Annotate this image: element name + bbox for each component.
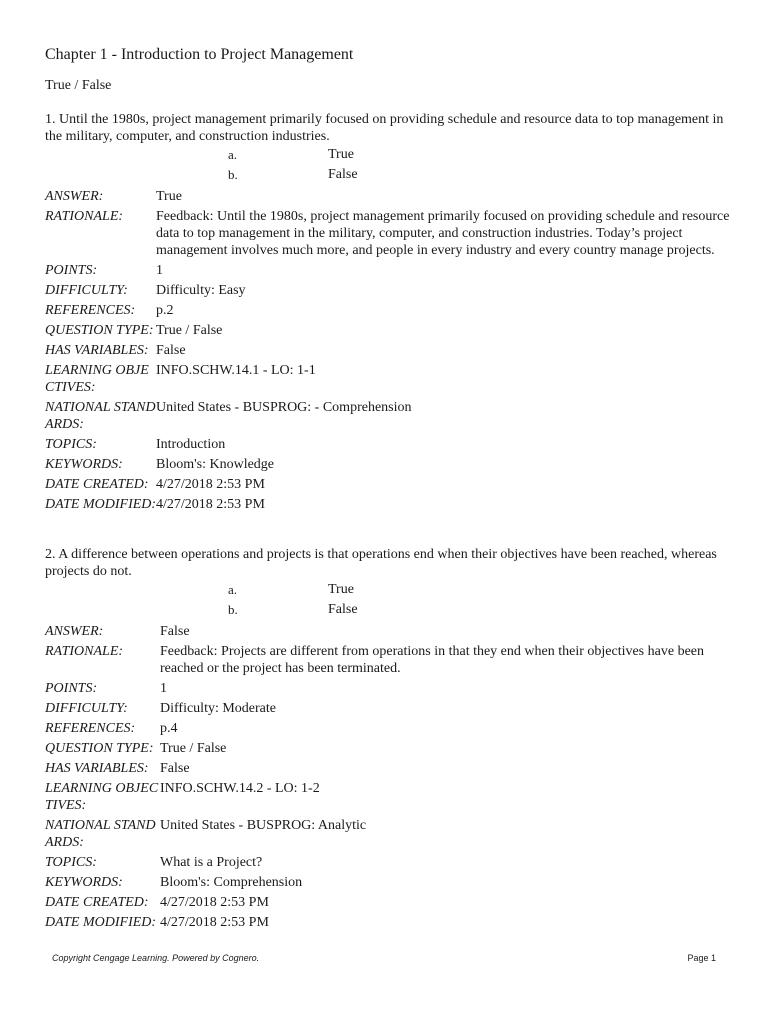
option-b bbox=[45, 165, 735, 185]
page-number: Page 1 bbox=[687, 953, 716, 963]
date-modified-row bbox=[45, 914, 735, 931]
difficulty-row bbox=[45, 700, 735, 717]
topics-value: Introduction bbox=[156, 437, 226, 452]
option-letter: b. bbox=[228, 167, 238, 182]
rationale-value: Feedback: Until the 1980s, project management primarily focused on providing schedule and resource data to top management in the military, computer, and construction industries. Today’s project management involves much more, and people in every industry and every country manage projects. bbox=[156, 209, 730, 258]
section-label: True / False bbox=[45, 78, 112, 93]
option-letter: a. bbox=[228, 147, 238, 162]
rationale-label: RATIONALE: bbox=[45, 644, 124, 659]
references-label: REFERENCES: bbox=[45, 303, 136, 318]
question-type-value: True / False bbox=[156, 323, 223, 338]
question-text: 1. Until the 1980s, project management primarily focused on providing schedule and resource data to top management in the military, computer, and construction industries. bbox=[45, 112, 724, 144]
option-text: False bbox=[328, 167, 358, 182]
answer-value: True bbox=[156, 189, 182, 204]
rationale-row bbox=[45, 643, 735, 677]
answer-row bbox=[45, 623, 735, 640]
date-created-label: DATE CREATED: bbox=[45, 477, 149, 492]
national-standards-row bbox=[45, 399, 735, 433]
option-letter: a. bbox=[228, 582, 238, 597]
option-text: False bbox=[328, 602, 358, 617]
question-type-row bbox=[45, 322, 735, 339]
option-text: True bbox=[328, 147, 354, 162]
points-row bbox=[45, 262, 735, 279]
date-modified-label: DATE MODIFIED: bbox=[45, 915, 157, 930]
keywords-row bbox=[45, 874, 735, 891]
national-standards-label: NATIONAL STANDARDS: bbox=[45, 400, 156, 432]
difficulty-label: DIFFICULTY: bbox=[45, 283, 128, 298]
has-variables-label: HAS VARIABLES: bbox=[45, 761, 149, 776]
rationale-row bbox=[45, 208, 735, 259]
question-text: 2. A difference between operations and projects is that operations end when their objectives have been reached, whereas projects do not. bbox=[45, 547, 717, 579]
learning-objectives-value: INFO.SCHW.14.2 - LO: 1-2 bbox=[160, 781, 320, 796]
date-modified-row bbox=[45, 496, 735, 513]
answer-value: False bbox=[160, 624, 190, 639]
option-text: True bbox=[328, 582, 354, 597]
question-type-value: True / False bbox=[160, 741, 227, 756]
keywords-label: KEYWORDS: bbox=[45, 875, 123, 890]
rationale-label: RATIONALE: bbox=[45, 209, 124, 224]
references-value: p.2 bbox=[156, 303, 174, 318]
answer-label: ANSWER: bbox=[45, 189, 104, 204]
topics-value: What is a Project? bbox=[160, 855, 263, 870]
references-value: p.4 bbox=[160, 721, 178, 736]
difficulty-row bbox=[45, 282, 735, 299]
national-standards-value: United States - BUSPROG: Analytic bbox=[160, 818, 367, 833]
keywords-label: KEYWORDS: bbox=[45, 457, 123, 472]
question-2 bbox=[45, 546, 735, 934]
question-type-row bbox=[45, 740, 735, 757]
difficulty-value: Difficulty: Easy bbox=[156, 283, 246, 298]
learning-objectives-label: LEARNING OBJECTIVES: bbox=[45, 781, 159, 813]
answer-row bbox=[45, 188, 735, 205]
question-type-label: QUESTION TYPE: bbox=[45, 741, 154, 756]
points-label: POINTS: bbox=[45, 263, 98, 278]
option-a bbox=[45, 145, 735, 165]
date-created-value: 4/27/2018 2:53 PM bbox=[160, 895, 269, 910]
question-metadata bbox=[45, 623, 735, 931]
date-created-row bbox=[45, 476, 735, 493]
keywords-row bbox=[45, 456, 735, 473]
date-modified-label: DATE MODIFIED: bbox=[45, 497, 157, 512]
has-variables-value: False bbox=[160, 761, 190, 776]
question-type-label: QUESTION TYPE: bbox=[45, 323, 154, 338]
national-standards-row bbox=[45, 817, 735, 851]
has-variables-value: False bbox=[156, 343, 186, 358]
date-created-label: DATE CREATED: bbox=[45, 895, 149, 910]
answer-label: ANSWER: bbox=[45, 624, 104, 639]
chapter-title: Chapter 1 - Introduction to Project Management bbox=[45, 46, 354, 63]
national-standards-value: United States - BUSPROG: - Comprehension bbox=[156, 400, 412, 415]
points-row bbox=[45, 680, 735, 697]
points-label: POINTS: bbox=[45, 681, 98, 696]
difficulty-label: DIFFICULTY: bbox=[45, 701, 128, 716]
keywords-value: Bloom's: Knowledge bbox=[156, 457, 275, 472]
topics-label: TOPICS: bbox=[45, 437, 97, 452]
has-variables-row bbox=[45, 342, 735, 359]
date-modified-value: 4/27/2018 2:53 PM bbox=[156, 497, 265, 512]
option-b bbox=[45, 600, 735, 620]
date-created-row bbox=[45, 894, 735, 911]
points-value: 1 bbox=[160, 681, 167, 696]
option-letter: b. bbox=[228, 602, 238, 617]
rationale-value: Feedback: Projects are different from operations in that they end when their objectives have been reached or the project has been terminated. bbox=[160, 644, 704, 676]
difficulty-value: Difficulty: Moderate bbox=[160, 701, 276, 716]
copyright-text: Copyright Cengage Learning. Powered by Cognero. bbox=[52, 953, 260, 963]
topics-label: TOPICS: bbox=[45, 855, 97, 870]
national-standards-label: NATIONAL STANDARDS: bbox=[45, 818, 156, 850]
has-variables-label: HAS VARIABLES: bbox=[45, 343, 149, 358]
option-a bbox=[45, 580, 735, 600]
topics-row bbox=[45, 436, 735, 453]
date-modified-value: 4/27/2018 2:53 PM bbox=[160, 915, 269, 930]
references-label: REFERENCES: bbox=[45, 721, 136, 736]
date-created-value: 4/27/2018 2:53 PM bbox=[156, 477, 265, 492]
points-value: 1 bbox=[156, 263, 163, 278]
keywords-value: Bloom's: Comprehension bbox=[160, 875, 303, 890]
learning-objectives-label: LEARNING OBJECTIVES: bbox=[45, 363, 149, 395]
references-row bbox=[45, 720, 735, 737]
learning-objectives-value: INFO.SCHW.14.1 - LO: 1-1 bbox=[156, 363, 316, 378]
topics-row bbox=[45, 854, 735, 871]
references-row bbox=[45, 302, 735, 319]
question-metadata bbox=[45, 188, 735, 513]
learning-objectives-row bbox=[45, 780, 735, 814]
has-variables-row bbox=[45, 760, 735, 777]
question-1 bbox=[45, 111, 735, 516]
learning-objectives-row bbox=[45, 362, 735, 396]
